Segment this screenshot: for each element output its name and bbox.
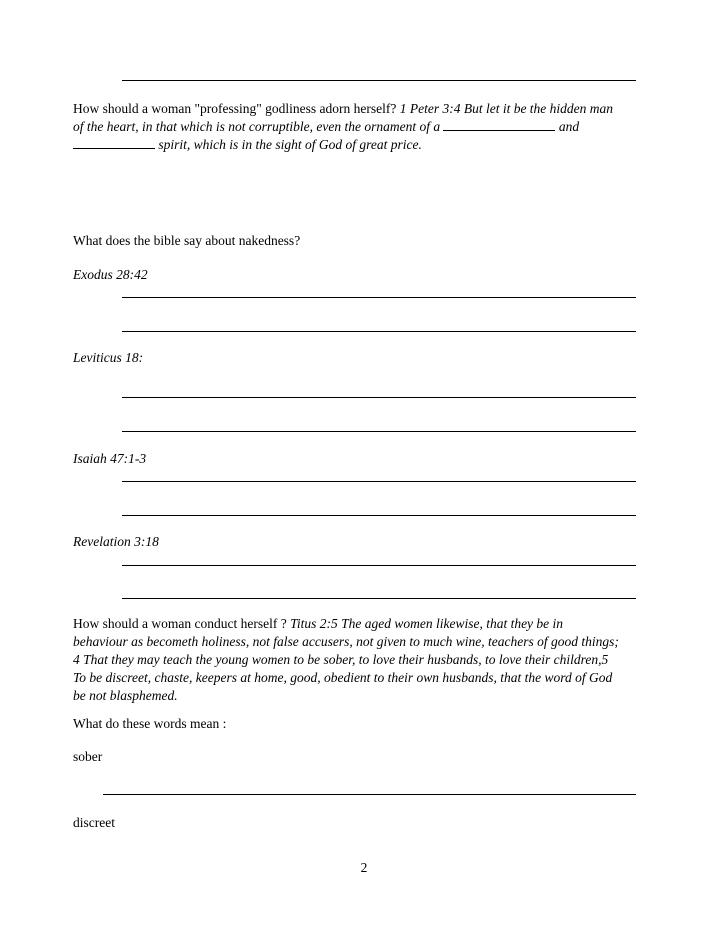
- question-word-meanings: What do these words mean :: [73, 716, 227, 731]
- scripture-reference: Exodus 28:42: [73, 267, 148, 282]
- question-text: How should a woman conduct herself ?: [73, 616, 287, 631]
- question-nakedness: What does the bible say about nakedness?: [73, 233, 301, 248]
- vocabulary-word: sober: [73, 749, 103, 764]
- question-adorn: [73, 100, 613, 118]
- verse-text: 1 Peter 3:4 But let it be the hidden man: [399, 101, 614, 116]
- scripture-reference: Revelation 3:18: [73, 534, 159, 549]
- answer-line[interactable]: [122, 397, 636, 398]
- verse-line: 4 That they may teach the young women to be sober, to love their husbands, to love their children,5: [73, 652, 609, 667]
- answer-line[interactable]: [122, 481, 636, 482]
- verse-text: The aged women likewise, that they be in: [341, 616, 564, 631]
- fill-in-blank[interactable]: [73, 136, 155, 149]
- vocabulary-word: discreet: [73, 815, 115, 830]
- answer-line[interactable]: [122, 515, 636, 516]
- verse-line: To be discreet, chaste, keepers at home, good, obedient to their own husbands, that the word of God: [73, 670, 613, 685]
- verse-line: be not blasphemed.: [73, 688, 178, 703]
- page-number: 2: [360, 860, 368, 875]
- verse-line: [73, 136, 422, 154]
- answer-line[interactable]: [122, 297, 636, 298]
- scripture-reference: Leviticus 18:: [73, 350, 144, 365]
- fill-in-blank[interactable]: [443, 118, 555, 131]
- answer-line[interactable]: [122, 431, 636, 432]
- verse-text: and: [558, 119, 580, 134]
- answer-line[interactable]: [122, 331, 636, 332]
- verse-line: behaviour as becometh holiness, not false accusers, not given to much wine, teachers of good things;: [73, 634, 619, 649]
- question-conduct: [73, 615, 563, 633]
- verse-text: of the heart, in that which is not corruptible, even the ornament of a: [73, 119, 441, 134]
- scripture-reference: Isaiah 47:1-3: [73, 451, 147, 466]
- answer-line[interactable]: [103, 794, 636, 795]
- answer-line[interactable]: [122, 598, 636, 599]
- question-text: How should a woman "professing" godliness adorn herself?: [73, 101, 397, 116]
- verse-reference: Titus 2:5: [290, 616, 338, 631]
- verse-text: spirit, which is in the sight of God of great price.: [158, 137, 422, 152]
- verse-line: [73, 118, 579, 136]
- answer-line[interactable]: [122, 80, 636, 81]
- answer-line[interactable]: [122, 565, 636, 566]
